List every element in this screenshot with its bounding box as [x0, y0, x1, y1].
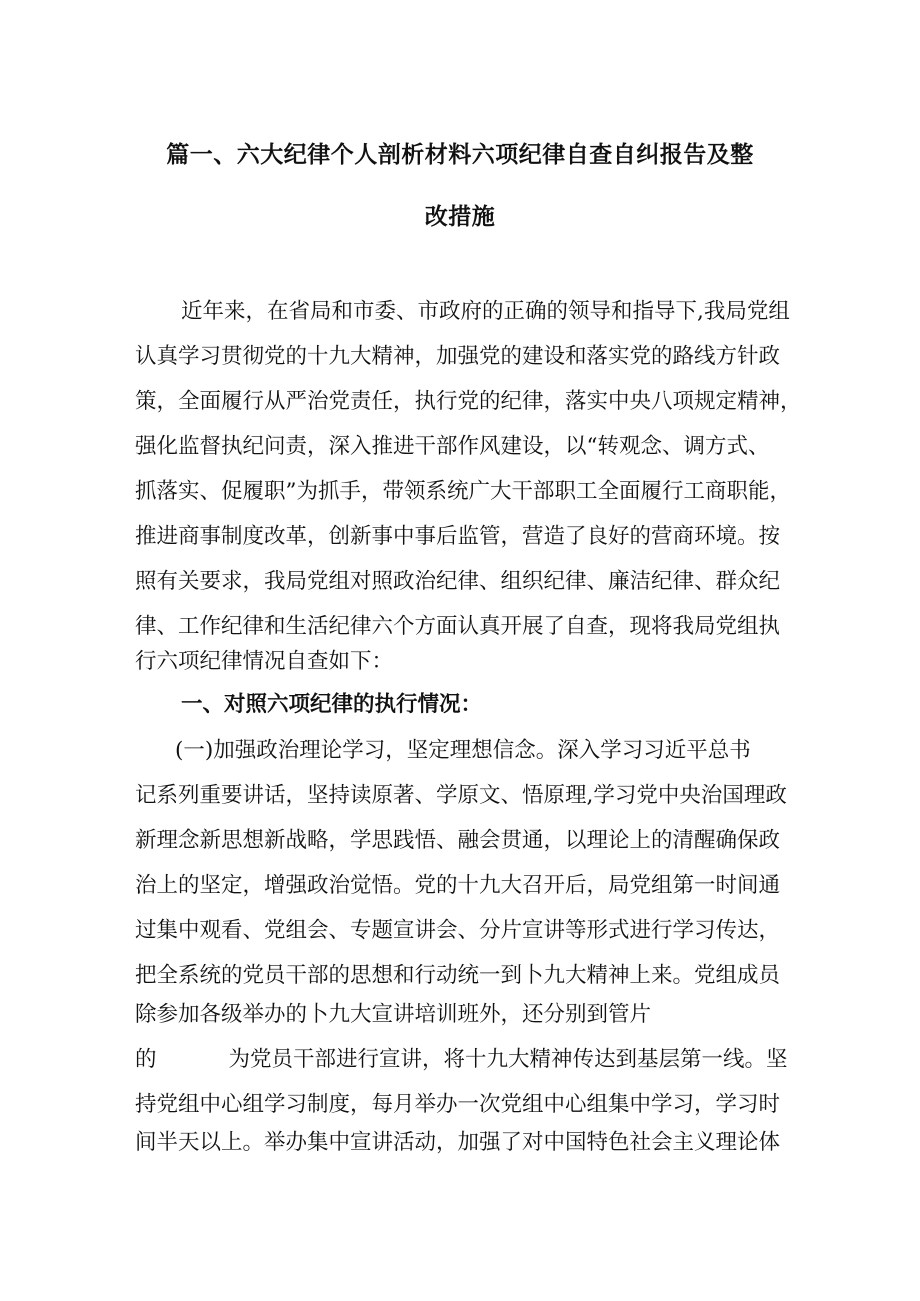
paragraph-line: 照有关要求，我局党组对照政治纪律、组织纪律、廉洁纪律、群众纪 — [135, 569, 781, 594]
split-line-left: 的 — [135, 1047, 157, 1072]
paragraph-line: 近年来，在省局和市委、市政府的正确的领导和指导下,我局党组 — [181, 299, 790, 324]
paragraph-line: 认真学习贯彻党的十九大精神，加强党的建设和落实党的路线方针政 — [135, 344, 781, 369]
section-heading: 一、对照六项纪律的执行情况： — [181, 692, 483, 717]
document-title-line-2: 改措施 — [424, 203, 496, 230]
document-title-line-1: 篇一、六大纪律个人剖析材料六项纪律自查自纠报告及整 — [166, 141, 754, 168]
paragraph-line: 新理念新思想新战略，学思践悟、融会贯通，以理论上的清醒确保政 — [135, 828, 781, 853]
paragraph-line: 策，全面履行从严治党责任，执行党的纪律，落实中央八项规定精神， — [135, 389, 802, 414]
paragraph-line: 抓落实、促履职”为抓手，带领系统广大干部职工全面履行工商职能， — [135, 479, 791, 504]
paragraph-line: 过集中观看、党组会、专题宣讲会、分片宣讲等形式进行学习传达， — [135, 918, 781, 943]
paragraph-line: 记系列重要讲话，坚持读原著、学原文、悟原理,学习党中央治国理政 — [135, 783, 787, 808]
split-line-right: 为党员干部进行宣讲，将十九大精神传达到基层第一线。坚 — [228, 1047, 788, 1072]
paragraph-line-split — [135, 1045, 788, 1075]
paragraph-line: 治上的坚定，增强政治觉悟。党的十九大召开后，局党组第一时间通 — [135, 873, 781, 898]
paragraph-line: 推进商事制度改革，创新事中事后监管，营造了良好的营商环境。按 — [135, 524, 781, 549]
paragraph-line: (一)加强政治理论学习，坚定理想信念。深入学习习近平总书 — [175, 738, 751, 763]
paragraph-line: 强化监督执纪问责，深入推进干部作风建设，以“转观念、调方式、 — [135, 434, 770, 459]
paragraph-line: 除参加各级举办的卜九大宣讲培训班外，还分别到管片 — [135, 1002, 652, 1027]
paragraph-line: 持党组中心组学习制度，每月举办一次党组中心组集中学习，学习时 — [135, 1092, 781, 1117]
paragraph-line: 把全系统的党员干部的思想和行动统一到卜九大精神上来。党组成员 — [135, 963, 781, 988]
paragraph-line: 律、工作纪律和生活纪律六个方面认真开展了自查，现将我局党组执 — [135, 614, 781, 639]
paragraph-line: 行六项纪律情况自查如下： — [135, 649, 394, 674]
paragraph-line: 间半天以上。举办集中宣讲活动，加强了对中国特色社会主义理论体 — [135, 1130, 781, 1155]
